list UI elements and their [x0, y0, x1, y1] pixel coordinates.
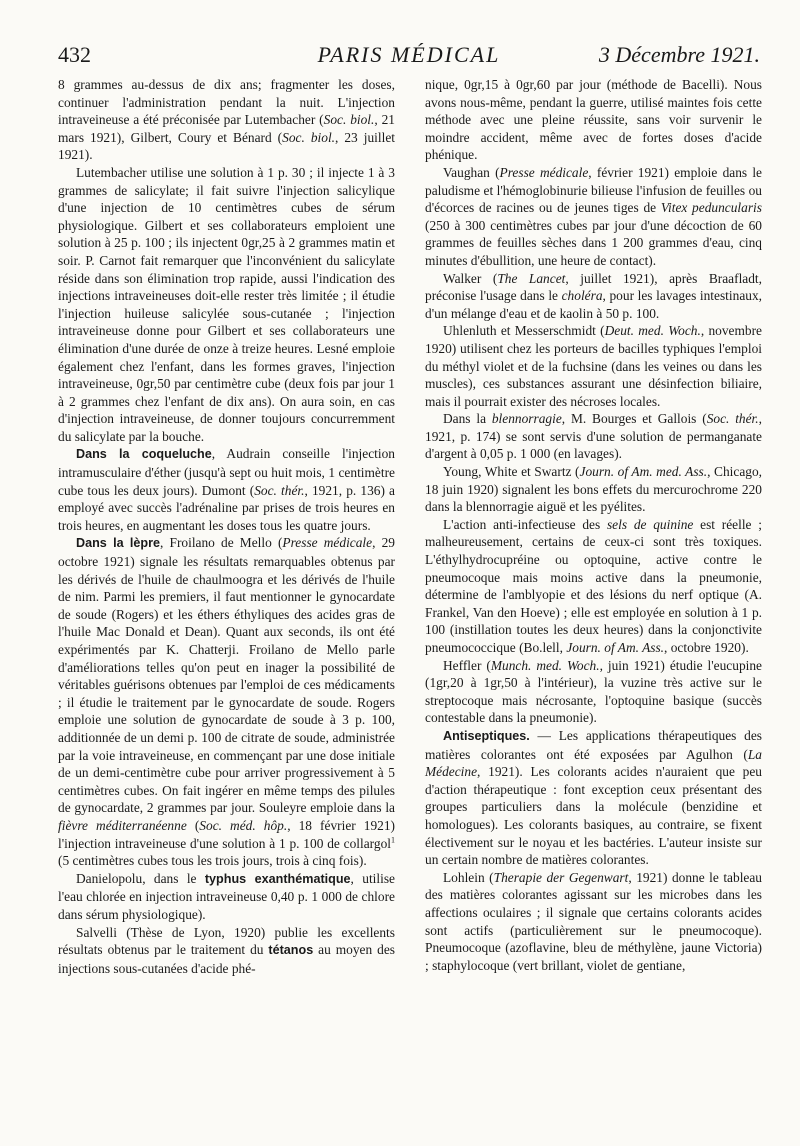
- issue-date: 3 Décembre 1921.: [598, 42, 760, 67]
- paragraph: Walker (The Lancet, juillet 1921), après Braafladt, préconise l'usage dans le choléra, pour les lavages intestinaux, d'un mélange d'eau et de kaolin à 50 p. 100.: [425, 270, 763, 321]
- page-number: 432: [58, 42, 91, 67]
- paragraph: Young, White et Swartz (Journ. of Am. med. Ass., Chicago, 18 juin 1920) signalent les bons effets du mercurochrome 220 dans la blennorragie aiguë et les pyélites.: [425, 464, 762, 515]
- paragraph: Heffler (Munch. med. Woch., juin 1921) étudie l'eucupine (1gr,20 à 1gr,50 à l'intérieur), la vuzine très active sur le streptocoque mais nécrosante, l'optoquine basique (succès contestable dans la pneumonie).: [425, 657, 762, 726]
- right-column: [425, 76, 762, 974]
- left-column: [58, 76, 395, 977]
- paragraph: 8 grammes au-dessus de dix ans; fragmenter les doses, continuer l'administration pendant la nuit. L'injection intraveineuse a été préconisée par Lutembacher (Soc. biol., 21 mars 1921), Gilbert, Coury et Bénard (Soc. biol., 23 juillet 1921).: [58, 77, 396, 163]
- paragraph: Danielopolu, dans le typhus exanthématique, utilise l'eau chlorée en injection intraveineuse 0,40 p. 1 000 de chlore dans sérum physiologique).: [58, 870, 395, 922]
- paragraph: Dans la coqueluche, Audrain conseille l'injection intramusculaire d'éther (jusqu'à sept ou huit mois, 1 centimètre cube tous les deux jours). Dumont (Soc. thér., 1921, p. 136) a employé avec succès l'adrénaline par prises de trois heures en trois heures, en augmentant les doses tous les quatre jours.: [58, 446, 395, 533]
- paragraph: Dans la lèpre, Froilano de Mello (Presse médicale, 29 octobre 1921) signale les résultats remarquables obtenus par les dérivés de l'huile de chaulmoogra et les dérivés de l'huile de nim. Parmi les premiers, il faut mentionner le gynocardate de soude (Rogers) et les éthers éthyliques des acides gras de l'huile Mac Donald et Dean). Quant aux seconds, ils ont été expérimentés par K. Chatterji. Froilano de Mello parle d'améliorations telles qu'on peut en inager la possibilité de véritables guérisons obtenues par l'emploi de ces médicaments ; il étudie le traitement par le gynocardate de soude. Rogers emploie une solution de gynocardate de soude à 3 p. 100, additionnée de un demi p. 100 de citrate de soude, administrée par la voie intraveineuse, en commençant par une dose initiale de un demi-centimètre cube pour arriver progressivement à 5 centimètres cubes. On fait ingérer en même temps des pilules de gynocardate, 2 grammes par jour. Souleyre emploie dans la fièvre méditerranéenne (Soc. méd. hôp., 18 février 1921) l'injection intraveineuse d'une solution à 1 p. 100 de collargol$^1$ (5 centimètres cubes tous les trois jours, trois à cinq fois).: [58, 535, 396, 869]
- paragraph: Salvelli (Thèse de Lyon, 1920) publie les excellents résultats obtenus par le traitement du tétanos au moyen des injections sous-cutanées d'acide phé-: [58, 924, 395, 976]
- paragraph: Vaughan (Presse médicale, février 1921) emploie dans le paludisme et l'hémoglobinurie bilieuse l'infusion de feuilles ou d'écorces de racines ou de jeunes tiges de Vitex peduncularis (250 à 300 centimètres cubes par jour d'une décoction de 60 grammes de feuilles sèches dans 1 200 grammes d'eau, cinq minutes d'ébullition, une heure de contact).: [425, 164, 762, 268]
- paragraph: nique, 0gr,15 à 0gr,60 par jour (méthode de Bacelli). Nous avons nous-même, pendant la guerre, utilisé maintes fois cette méthode avec une pleine réussite, sans voir survenir le moindre accident, même avec de fortes doses d'acide phénique.: [425, 77, 762, 163]
- journal-title: PARIS MÉDICAL: [317, 42, 501, 67]
- running-header: [58, 42, 760, 72]
- paragraph: Lohlein (Therapie der Gegenwart, 1921) donne le tableau des matières colorantes agissant sur les microbes dans les affections oculaires ; il signale que certains colorants acides sont actifs (particulièrement sur le pneumocoque). Pneumocoque (azoflavine, bleu de méthylène, jaune Victoria) ; staphylocoque (vert brillant, violet de gentiane,: [425, 869, 762, 973]
- paragraph: Antiseptiques. — Les applications thérapeutiques des matières colorantes ont été exposées par Agulhon (La Médecine, 1921). Les colorants acides n'auraient que peu d'action thérapeutique : font exception ceux présentant des groupes particuliers dans la molécule (benzidine et homologues). Les colorants basiques, au contraire, se fixent électivement sur le noyau et les bactéries. L'auteur insiste sur un certain nombre de matières colorantes.: [425, 727, 762, 868]
- paragraph: L'action anti-infectieuse des sels de quinine est réelle ; malheureusement, certains de ceux-ci sont très toxiques. L'éthylhydrocupréine ou optoquine, active contre le pneumocoque mais moins active dans la pneumonie, détermine de l'amblyopie et des lésions du nerf optique (A. Frankel, Van den Hoeve) ; elle est employée en solution à 1 p. 100 (instillation toutes les deux heures) dans la conjonctivite pneumococcique (Bo.lell, Journ. of Am. Ass., octobre 1920).: [425, 516, 762, 655]
- paragraph: Uhlenluth et Messerschmidt (Deut. med. Woch., novembre 1920) utilisent chez les porteurs de bacilles typhiques l'emploi du méthyl violet et de la fuchsine (dans les veines ou dans les muscles), ces substances assurant une désinfection biliaire, mais il pourrait exister des nécroses locales.: [425, 323, 762, 409]
- paragraph: Dans la blennorragie, M. Bourges et Gallois (Soc. thér., 1921, p. 174) se sont servis d'une solution de permanganate d'argent à 0,05 p. 1 000 (en lavages).: [425, 411, 762, 462]
- paragraph: Lutembacher utilise une solution à 1 p. 30 ; il injecte 1 à 3 grammes de salicylate; il fait suivre l'injection salicylique d'une injection de 10 centimètres cubes de sérum physiologique. Gilbert et ses collaborateurs emploient une solution à 25 p. 100 ; ils injectent 0gr,25 à 2 grammes matin et soir. P. Carnot fait remarquer que l'inconvénient du salicylate réside dans son élimination trop rapide, aussi l'indication des injections intraveineuses doit-elle rester très limitée ; il étudie l'injection huileuse salicylée sous-cutanée ; l'injection intraveineuse donne pour Gilbert et ses collaborateurs une élimination d'une durée de onze à treize heures. Lesné emploie également chez l'enfant, dans les formes graves, l'injection intraveineuse, 0gr,50 par centimètre cube (deux fois par jour 1 à 2 grammes chez l'enfant de dix ans). On aura soin, en cas d'injection intraveineuse, de donner toujours concurremment du salicylate par la bouche.: [58, 164, 395, 444]
